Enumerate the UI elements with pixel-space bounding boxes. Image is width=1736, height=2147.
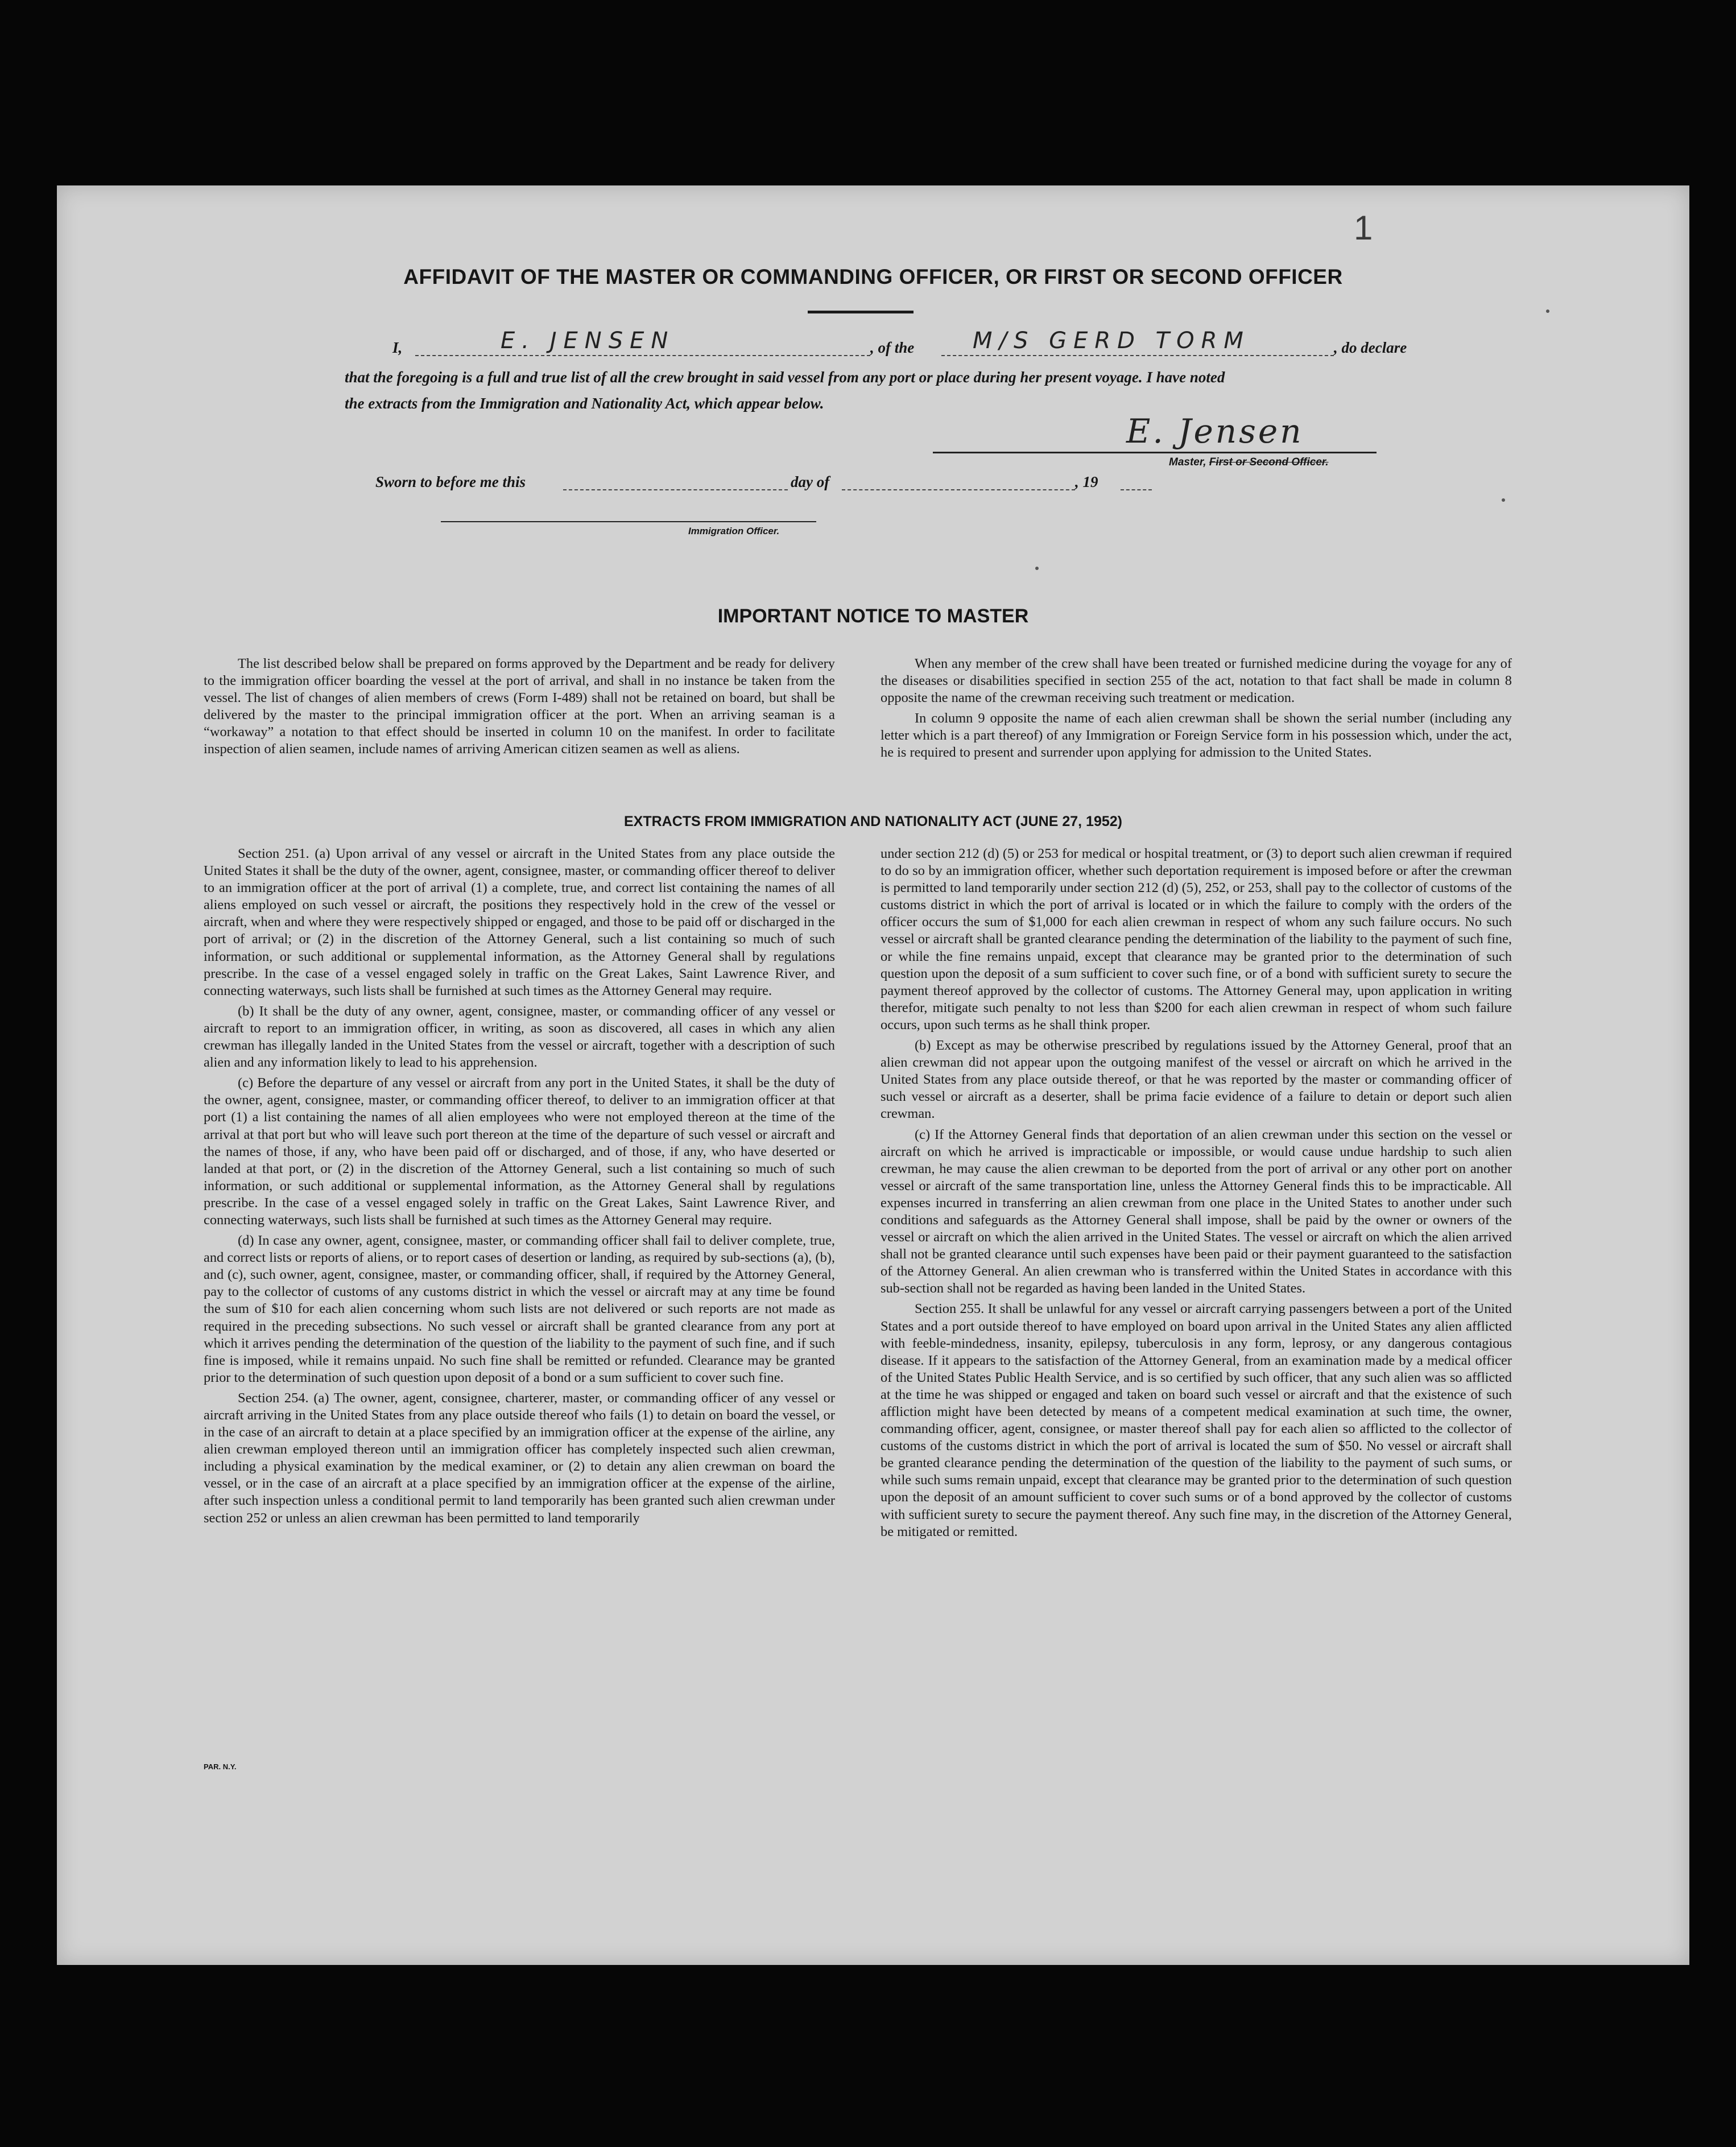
master-signature: E. Jensen [1126,412,1304,451]
month-fill-line [842,489,1075,490]
page-number-mark: 1 [1354,209,1373,247]
year-label: , 19 [1075,473,1098,490]
struck-officer-caption: First or Second Officer. [1209,456,1329,468]
handwritten-vessel: M/S GERD TORM [973,328,1250,354]
master-caption: Master, [1169,456,1206,468]
name-fill-line [415,355,870,356]
declaration-line-2: that the foregoing is a full and true list of all the crew brought in said vessel from any port or place during her present voyage. I have noted [345,369,1225,386]
scan-speck [1546,309,1549,313]
section-251-a: Section 251. (a) Upon arrival of any vessel or aircraft in the United States from any place outside the United States it shall be the duty of the owner, agent, consignee, master, or commanding officer thereof to deliver to an immigration officer at the port of arrival (1) a complete, true, and correct list containing the names of all aliens employed on such vessel or aircraft, the positions they respectively hold in the crew of the vessel or aircraft, when and where they were respectively shipped or engaged, and those to be paid off or discharged in the port of arrival; or (2) in the discretion of the Attorney General, such a list containing so much of such information, or such additional or supplemental information, as the Attorney General shall by regulations prescribe. In the case of a vessel engaged solely in traffic on the Great Lakes, Saint Lawrence River, and connecting waterways, such lists shall be furnished at such times as the Attorney General may require. [204,846,835,998]
i-label: I, [392,339,403,356]
declaration-line-3: the extracts from the Immigration and Nationality Act, which appear below. [345,395,824,412]
notice-right-paragraph-1: When any member of the crew shall have been treated or furnished medicine during the voyage for any of the diseases or disabilities specified in section 255 of the act, notation to that fact shall be made in column 8 opposite the name of the crewman receiving such treatment or medication. [881,656,1512,706]
notice-left-column [204,655,835,762]
scan-speck [1035,567,1039,570]
section-251-d: (d) In case any owner, agent, consignee, master, or commanding officer shall fail to deliver complete, true, and correct lists or reports of aliens, or to report cases of desertion or landing, as required by sub-sections (a), (b), and (c), such owner, agent, consignee, master, or commanding officer, shall, if required by the Attorney General, pay to the collector of customs of any customs district in which the vessel or aircraft may at any time be found the sum of $10 for each alien concerning whom such lists are not delivered or such reports are not made as required in the preceding subsections. No such vessel or aircraft shall be granted clearance from any port at which it arrives pending the determination of the question of the liability to the payment of such fine, and if such fine is imposed, while it remains unpaid. No such fine shall be remitted or refunded. Clearance may be granted prior to the determination of such question upon deposit of a bond or a sum sufficient to cover such fine. [204,1233,835,1385]
extracts-title: EXTRACTS FROM IMMIGRATION AND NATIONALITY ACT (JUNE 27, 1952) [624,814,1122,829]
notice-right-column [881,655,1512,765]
extracts-left-column [204,845,835,1530]
affidavit-title: AFFIDAVIT OF THE MASTER OR COMMANDING OFFICER, OR FIRST OR SECOND OFFICER [403,265,1343,288]
officer-signature-line [441,521,816,522]
section-254-c: (c) If the Attorney General finds that deportation of an alien crewman under this section on the vessel or aircraft on which he arrived is impracticable or impossible, or would cause undue hardship to such alien crewman, he may cause the alien crewman to be deported from the port of arrival or any other port on another vessel or aircraft of the same transportation line, unless the Attorney General finds this to be impracticable. All expenses incurred in transferring an alien crewman from one place in the United States to another under such conditions and safeguards as the Attorney General shall impose, shall be paid by the owner or owners of the vessel or aircraft on which the alien arrived in the United States. The vessel or aircraft on which the alien arrived shall not be granted clearance until such expenses have been paid or their payment guaranteed to the satisfaction of the Attorney General. An alien crewman who is transferred within the United States in accordance with this sub-section shall not be regarded as having been landed in the United States. [881,1126,1512,1297]
notice-right-paragraph-2: In column 9 opposite the name of each alien crewman shall be shown the serial number (including any letter which is a part thereof) of any Immigration or Foreign Service form in his possession which, under the act, he is required to present and surrender upon applying for admission to the United States. [881,711,1512,761]
section-255: Section 255. It shall be unlawful for any vessel or aircraft carrying passengers between a port of the United States and a port outside thereof to have employed on board upon arrival in the United States any alien afflicted with feeble-mindedness, insanity, epilepsy, tuberculosis in any form, leprosy, or any dangerous contagious disease. If it appears to the satisfaction of the Attorney General, from an examination made by a medical officer of the United States Public Health Service, and is so certified by such officer, that any such alien was so afflicted at the time he was shipped or engaged and taken on board such vessel or aircraft and that the existence of such affliction might have been detected by means of a competent medical examination at such time, the owner, commanding officer, agent, consignee, or master thereof shall pay for each alien so afflicted to the collector of customs of the customs district in which the port of arrival is located the sum of $50. No vessel or aircraft shall be granted clearance pending the determination of the question of the liability to the payment of such sums, or while such sums remain unpaid, except that clearance may be granted prior to the determination of such question upon the deposit of an amount sufficient to cover such sums or of a bond approved by the collector of customs with sufficient surety to secure the payment thereof. Any such fine may, in the discretion of the Attorney General, be mitigated or remitted. [881,1301,1512,1539]
notice-title: IMPORTANT NOTICE TO MASTER [717,605,1029,627]
year-fill-line [1121,489,1152,490]
handwritten-name: E. JENSEN [501,328,675,354]
document-page [57,185,1689,1965]
signature-caption [1169,456,1329,469]
title-underline [808,311,914,313]
notice-left-paragraph: The list described below shall be prepared on forms approved by the Department and be ready for delivery to the immigration officer boarding the vessel at the port of arrival, and shall in no instance be taken from the vessel. The list of changes of alien members of crews (Form I-489) shall not be retained on board, but shall be delivered by the master to the principal immigration officer at the port. When an arriving seaman is a “workaway” a notation to that effect should be inserted in column 10 on the manifest. In order to facilitate inspection of alien seamen, include names of arriving American citizen seamen as well as aliens. [204,656,835,757]
section-254-a-continued: under section 212 (d) (5) or 253 for medical or hospital treatment, or (3) to deport such alien crewman if required to do so by an immigration officer, whether such deportation requirement is imposed before or after the crewman is permitted to land temporarily under section 212 (d) (5), 252, or 253, shall pay to the collector of customs of the customs district in which the port of arrival is located or in which the failure to comply with the orders of the officer occurs the sum of $1,000 for each alien crewman in respect of whom any such failure occurs. No such vessel or aircraft shall be granted clearance pending the determination of the liability to the payment of such fine, or while the fine remains unpaid, except that clearance may be granted prior to the determination of such question upon the deposit of a sum sufficient to cover such fine, or of a bond with sufficient surety to secure the payment thereof approved by the collector of customs. The Attorney General may, upon application in writing therefor, mitigate such penalty to not less than $200 for each alien crewman in respect of whom such failure occurs, upon such terms as he shall think proper. [881,846,1512,1033]
immigration-officer-caption: Immigration Officer. [688,526,780,536]
sworn-day-fill-line [563,489,788,490]
section-254-b: (b) Except as may be otherwise prescribed by regulations issued by the Attorney General, proof that an alien crewman did not appear upon the outgoing manifest of the vessel or aircraft on which he arrived in the United States from any place outside thereof, or that he was reported by the master or commanding officer of such vessel or aircraft as a deserter, shall be prima facie evidence of a failure to detain or deport such alien crewman. [881,1038,1512,1122]
day-of-label: day of [791,473,830,490]
of-the-label: , of the [870,339,915,356]
printer-mark: PAR. N.Y. [204,1762,237,1771]
do-declare-label: , do declare [1334,339,1407,356]
sworn-label: Sworn to before me this [375,473,526,490]
section-251-b: (b) It shall be the duty of any owner, agent, consignee, master, or commanding officer of any vessel or aircraft to report to an immigration officer, in writing, as soon as discovered, all cases in which any alien crewman has illegally landed in the United States from the vessel or aircraft, together with a description of such alien and any information likely to lead to his apprehension. [204,1003,835,1071]
signature-line [933,452,1377,453]
section-254-a: Section 254. (a) The owner, agent, consignee, charterer, master, or commanding officer of any vessel or aircraft arriving in the United States from any place outside thereof who fails (1) to detain on board the vessel, or in the case of an aircraft to detain at a place specified by an immigration officer at the expense of the airline, any alien crewman employed thereon until an immigration officer has completely inspected such alien crewman, including a physical examination by the medical examiner, or (2) to detain any alien crewman on board the vessel, or in the case of an aircraft at a place specified by an immigration officer at the expense of the airline, after such inspection unless a conditional permit to land temporarily has been granted such alien crewman under section 252 or unless an alien crewman has been permitted to land temporarily [204,1390,835,1526]
section-251-c: (c) Before the departure of any vessel or aircraft from any port in the United States, it shall be the duty of the owner, agent, consignee, master, or commanding officer thereof, to deliver to an immigration officer at that port (1) a list containing the names of all alien employees who were not employed thereon at the time of the arrival at that port but who will leave such port thereon at the time of the departure of such vessel or aircraft and the names of those, if any, who have been paid off or discharged, and of those, if any, who have deserted or landed at that port, or (2) in the discretion of the Attorney General, such a list containing so much of such information, or such additional or supplemental information, as the Attorney General shall by regulations prescribe. In the case of a vessel engaged solely in traffic on the Great Lakes, Saint Lawrence River, and connecting waterways, such lists shall be furnished at such times as the Attorney General may require. [204,1075,835,1228]
vessel-fill-line [941,355,1334,356]
scan-speck [1502,498,1505,502]
extracts-right-column [881,845,1512,1544]
